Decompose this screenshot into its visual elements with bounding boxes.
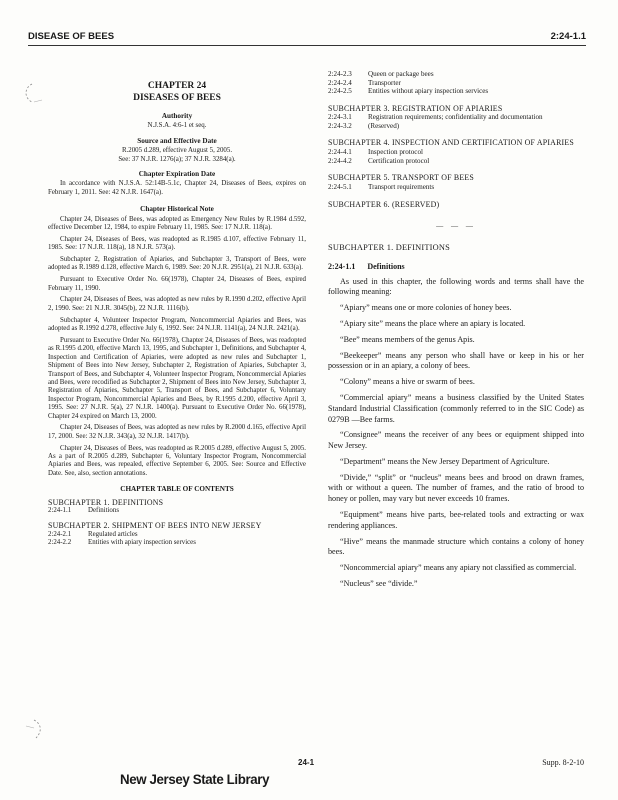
toc-entry [328, 148, 584, 157]
right-column [328, 70, 584, 595]
toc-entry [328, 79, 584, 88]
running-header [28, 31, 586, 46]
history-paragraph: Chapter 24, Diseases of Bees, was adopted as Emergency New Rules by R.1984 d.592, effective December 12, 1984, to expire February 11, 1985. See: 17 N.J.R. 118(a). [48, 215, 306, 232]
toc-subchapter-1: SUBCHAPTER 1. DEFINITIONS [48, 497, 164, 507]
toc-entry [48, 531, 306, 539]
definition: “Equipment” means hive parts, bee-related tools and extracting or wax rendering appliances. [328, 510, 584, 530]
definition: “Commercial apiary” means a business classified by the United States Standard Industrial Classification (commonly referred to in the SIC Code) as 0279B —Bee farms. [328, 392, 584, 424]
expiration-text: In accordance with N.J.S.A. 52:14B-5.1c, Chapter 24, Diseases of Bees, expires on February 1, 2011. See: 42 N.J.R. 1647(a). [48, 180, 306, 196]
historical-note-heading: Chapter Historical Note [140, 205, 214, 214]
toc-entry-number: 2:24-5.1 [328, 182, 352, 191]
history-paragraph: Subchapter 4, Volunteer Inspector Program, Noncommercial Apiaries and Bees, was adopted as R.1992 d.278, effective July 6, 1992. See: 24 N.J.R. 1141(a), 24 N.J.R. 2421(a). [48, 316, 306, 333]
source-line-1: R.2005 d.289, effective August 5, 2005. [121, 147, 233, 155]
authority-heading: Authority [161, 112, 193, 120]
binder-hole-mark-top [22, 82, 46, 104]
section-divider: — — — [436, 221, 476, 230]
page-number: 24-1 [298, 758, 315, 767]
definition: “Colony” means a hive or swarm of bees. [340, 377, 475, 387]
toc-entry [328, 122, 584, 131]
toc-entry [328, 113, 584, 122]
toc-entry-title: Queen or package bees [368, 70, 434, 78]
section-number: 2:24-1.1 [328, 261, 356, 271]
toc-entry-title: Entities without apiary inspection services [368, 87, 489, 96]
toc-entry-title: Transport requirements [368, 182, 435, 191]
definition: “Beekeeper” means any person who shall have or keep in his or her possession or in an apiary, a colony of bees. [328, 350, 584, 371]
binder-hole-mark-bottom [22, 718, 46, 740]
toc-subchapter-6: SUBCHAPTER 6. (RESERVED) [328, 200, 440, 210]
section-title: Definitions [367, 261, 405, 271]
toc-entry [328, 87, 584, 96]
toc-entry-number: 2:24-2.1 [48, 530, 72, 538]
toc-entry-title: Inspection protocol [368, 147, 423, 156]
toc-entry-number: 2:24-4.2 [328, 156, 352, 165]
source-heading: Source and Effective Date [137, 136, 217, 145]
toc-entry-number: 2:24-2.4 [328, 78, 352, 87]
history-paragraph: Chapter 24, Diseases of Bees, was readopted as R.1985 d.107, effective February 11, 1985. See: 17 N.J.R. 118(a), 18 N.J.R. 573(a). [48, 235, 306, 252]
authority-text: N.J.S.A. 4:6-1 et seq. [147, 122, 207, 130]
history-paragraph: Chapter 24, Diseases of Bees, was readopted as R.2005 d.289, effective August 5, 2005. As a part of R.2005 d.289, Subchapter 6, Voluntary Inspector Program, Noncommercial Apiaries and Bees, was repealed, effective September 6, 2005. See: Source and Effective Date. See, also, section annotations. [48, 444, 306, 477]
definition: “Department” means the New Jersey Department of Agriculture. [340, 456, 550, 466]
chapter-title: DISEASES OF BEES [133, 93, 221, 103]
toc-entry [48, 539, 306, 547]
definition: “Apiary site” means the place where an apiary is located. [340, 318, 526, 328]
toc-subchapter-2: SUBCHAPTER 2. SHIPMENT OF BEES INTO NEW JERSEY [48, 521, 262, 531]
toc-entry-title: Regulated articles [88, 530, 138, 538]
toc-entry-title: Registration requirements; confidentiality and documentation [368, 113, 543, 122]
toc-subchapter-3: SUBCHAPTER 3. REGISTRATION OF APIARIES [328, 103, 503, 113]
toc-entry [328, 70, 584, 79]
toc-heading: CHAPTER TABLE OF CONTENTS [120, 485, 234, 494]
supplement-date: Supp. 8-2-10 [542, 758, 584, 767]
subchapter-1-heading: SUBCHAPTER 1. DEFINITIONS [328, 243, 451, 253]
left-column [48, 80, 306, 548]
definition: “Apiary” means one or more colonies of honey bees. [340, 303, 512, 313]
history-paragraph: Subchapter 2, Registration of Apiaries, and Subchapter 3, Transport of Bees, were adopted as R.1989 d.128, effective March 6, 1989. See: 20 N.J.R. 2951(a), 21 N.J.R. 633(a). [48, 256, 306, 272]
header-section: 2:24-1.1 [550, 31, 586, 42]
toc-entry-title: Definitions [88, 507, 120, 515]
definition: “Nucleus” see “divide.” [340, 579, 418, 589]
toc-entry-title: Certification protocol [368, 156, 430, 165]
history-paragraph: Pursuant to Executive Order No. 66(1978), Chapter 24, Diseases of Bees, was readopted as R.1995 d.200, effective March 13, 1995, and Subchapter 1, Definitions, and Subchapter 4, Inspection and Certification of Apiaries, were adopted as new rules and Subchapter 1, Shipment of Bees into New Jersey, Subchapter 2, Registration of Apiaries, Subchapter 3, Transport of Bees, and Subchapter 4, Volunteer Inspector Program, Noncommercial Apiaries and Bees, were recodified as Subchapter 2, Shipment of Bees into New Jersey, Subchapter 3, Registration of Apiaries, Subchapter 5, Transport of Bees, and Subchapter 6, Voluntary Inspector Program, Noncommercial Apiaries and Bees, by R.1995 d.200, effective April 3, 1995. See: 27 N.J.R. 5(a), 27 N.J.R. 1400(a). Pursuant to Executive Order No. 66(1978), Chapter 24 expired on March 13, 2000. [48, 336, 306, 420]
toc-entry [48, 507, 306, 515]
definition: “Bee” means members of the genus Apis. [340, 334, 475, 344]
toc-entry-title: Entities with apiary inspection services [88, 539, 196, 547]
definition: “Divide,” “split” or “nucleus” means bees and brood on drawn frames, with or without a queen. The number of frames, and the ratio of brood to honey or pollen, may vary but never exceeds 10 frames. [328, 472, 584, 504]
toc-entry-title: (Reserved) [368, 121, 400, 130]
toc-subchapter-5: SUBCHAPTER 5. TRANSPORT OF BEES [328, 173, 474, 183]
expiration-heading: Chapter Expiration Date [138, 170, 216, 179]
history-paragraph: Chapter 24, Diseases of Bees, was adopted as new rules by R.2000 d.165, effective April 17, 2000. See: 32 N.J.R. 343(a), 32 N.J.R. 1417(b). [48, 424, 306, 440]
library-stamp: New Jersey State Library [120, 771, 270, 787]
toc-entry-number: 2:24-2.2 [48, 539, 72, 547]
toc-entry-number: 2:24-3.2 [328, 121, 352, 130]
chapter-number: CHAPTER 24 [147, 81, 207, 91]
definition: “Consignee” means the receiver of any bees or equipment shipped into New Jersey. [328, 430, 584, 451]
definition: “Noncommercial apiary” means any apiary not classified as commercial. [340, 563, 577, 573]
toc-entry-number: 2:24-3.1 [328, 113, 352, 122]
toc-entry [328, 157, 584, 166]
history-paragraph: Chapter 24, Diseases of Bees, was adopted as new rules by R.1990 d.202, effective April 2, 1990. See: 21 N.J.R. 3045(b), 22 N.J.R. 1116(b). [48, 296, 306, 312]
toc-entry [328, 183, 584, 192]
definition: “Hive” means the manmade structure which contains a colony of honey bees. [328, 536, 584, 557]
historical-note [48, 216, 306, 479]
toc-entry-number: 2:24-4.1 [328, 147, 352, 156]
toc-entry-number: 2:24-1.1 [48, 507, 72, 515]
toc-entry-number: 2:24-2.3 [328, 70, 352, 78]
definitions-intro: As used in this chapter, the following words and terms shall have the following meaning: [328, 276, 584, 297]
toc-entry-title: Transporter [368, 78, 401, 87]
toc-subchapter-4: SUBCHAPTER 4. INSPECTION AND CERTIFICATION OF APIARIES [328, 138, 574, 148]
header-title: DISEASE OF BEES [28, 31, 115, 42]
definitions-section-heading [328, 263, 584, 272]
source-line-2: See: 37 N.J.R. 1276(a); 37 N.J.R. 3284(a). [118, 155, 236, 163]
toc-entry-number: 2:24-2.5 [328, 87, 352, 96]
history-paragraph: Pursuant to Executive Order No. 66(1978), Chapter 24, Diseases of Bees, expired February 11, 1990. [48, 276, 306, 292]
